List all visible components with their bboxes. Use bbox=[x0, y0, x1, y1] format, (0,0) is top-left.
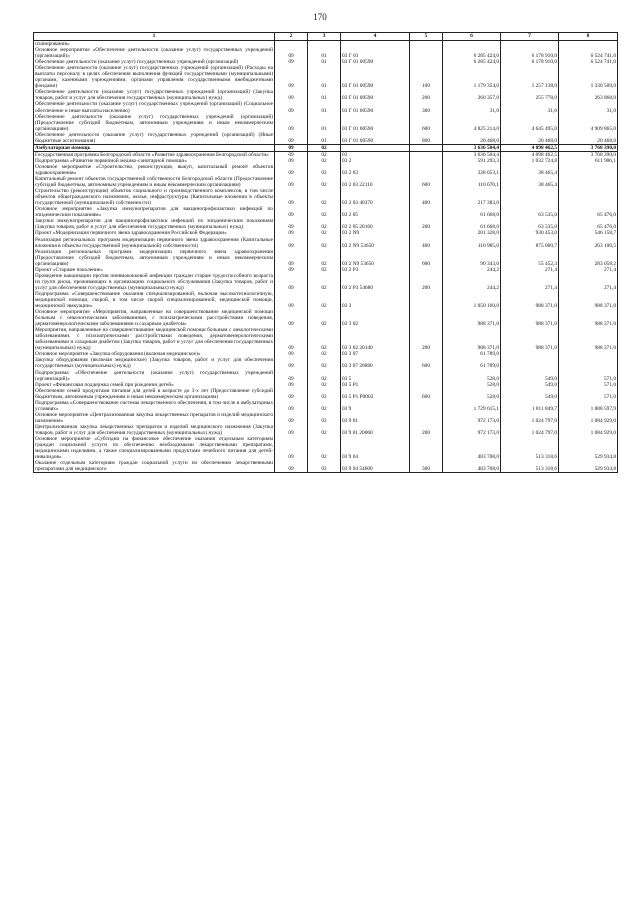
row-name: Обеспечение деятельности (оказание услуг) государственных учреждений (организаций) (Закупка товаров, работ и услуг для обеспечения государственных (муниципальных) нужд) bbox=[35, 89, 273, 102]
row-section: 09 bbox=[275, 230, 308, 236]
row-section: 09 bbox=[275, 132, 308, 145]
row-target-code: 03 9 bbox=[341, 400, 410, 412]
row-expense-type bbox=[410, 370, 443, 382]
row-name: Основное мероприятие «Закупка иммунопрепаратов для вакцинопрофилактики инфекций по эпидемическим показаниям» bbox=[35, 206, 273, 219]
header-cell: 1 bbox=[34, 33, 275, 41]
row-amount-year-1: 90 343,0 bbox=[443, 249, 501, 267]
row-subsection: 02 bbox=[308, 460, 341, 473]
row-target-code: 03 2 P3 54680 bbox=[341, 273, 410, 291]
row-amount-year-2: 6 178 910,0 bbox=[501, 47, 559, 59]
row-section: 09 bbox=[275, 351, 308, 357]
row-target-code: 03 Г 01 bbox=[341, 47, 410, 59]
header-cell: 5 bbox=[410, 33, 443, 41]
row-target-code: 03 3 02 20140 bbox=[341, 327, 410, 351]
row-subsection: 01 bbox=[308, 89, 341, 101]
header-cell: 8 bbox=[559, 33, 618, 41]
row-amount-year-1: 260 357,0 bbox=[443, 89, 501, 101]
table-row bbox=[34, 273, 618, 291]
row-section: 09 bbox=[275, 357, 308, 369]
row-amount-year-3 bbox=[559, 357, 618, 369]
row-amount-year-2: 1 257 138,0 bbox=[501, 65, 559, 89]
row-section: 09 bbox=[275, 424, 308, 436]
row-subsection: 01 bbox=[308, 59, 341, 65]
row-subsection: 02 bbox=[308, 291, 341, 309]
row-amount-year-2: 988 371,0 bbox=[501, 309, 559, 327]
row-amount-year-3: 263 868,0 bbox=[559, 89, 618, 101]
row-section: 09 bbox=[275, 151, 308, 158]
row-section: 09 bbox=[275, 309, 308, 327]
row-expense-type: 600 bbox=[410, 249, 443, 267]
row-name: Основное мероприятие «Централизованная закупка лекарственных препаратов и изделий медицинского назначения» bbox=[35, 411, 273, 424]
row-expense-type bbox=[410, 291, 443, 309]
row-target-code: 03 2 05 20160 bbox=[341, 218, 410, 230]
row-amount-year-1: 61 668,0 bbox=[443, 206, 501, 218]
row-amount-year-1: 591 293,3 bbox=[443, 158, 501, 164]
table-row bbox=[34, 249, 618, 267]
row-amount-year-2: 1 032 724,8 bbox=[501, 158, 559, 164]
row-amount-year-3: 283 058,2 bbox=[559, 249, 618, 267]
row-amount-year-1: 217 383,0 bbox=[443, 188, 501, 206]
row-amount-year-2: 549,0 bbox=[501, 388, 559, 400]
row-amount-year-3: 3 768 390,0 bbox=[559, 144, 618, 151]
row-amount-year-3: 31,0 bbox=[559, 101, 618, 113]
row-subsection: 02 bbox=[308, 400, 341, 412]
row-amount-year-3: 1 330 509,0 bbox=[559, 65, 618, 89]
row-expense-type: 400 bbox=[410, 237, 443, 249]
row-amount-year-1: 6 285 424,0 bbox=[443, 59, 501, 65]
row-target-code: 03 Г 01 00590 bbox=[341, 89, 410, 101]
row-name: Реализация региональных программ модернизации первичного звена здравоохранения (Капитальные вложения в объекты государственной (муниципальной) собственности) bbox=[35, 236, 273, 249]
row-subsection: 01 bbox=[308, 47, 341, 59]
row-subsection: 01 bbox=[308, 101, 341, 113]
row-amount-year-2: 1 811 849,7 bbox=[501, 400, 559, 412]
row-amount-year-2: 4 098 462,5 bbox=[501, 151, 559, 158]
row-section: 09 bbox=[275, 144, 308, 151]
row-subsection: 02 bbox=[308, 351, 341, 357]
row-amount-year-3: 263 100,5 bbox=[559, 237, 618, 249]
row-amount-year-1: 988 371,0 bbox=[443, 309, 501, 327]
row-amount-year-1: 61 789,0 bbox=[443, 357, 501, 369]
row-section: 09 bbox=[275, 382, 308, 388]
table-row bbox=[34, 65, 618, 89]
row-name: Обеспечение деятельности (оказание услуг) государственных учреждений (организаций) (Иные бюджетные ассигнования) bbox=[35, 131, 273, 144]
row-name: Закупки иммунопрепаратов для вакцинопрофилактики инфекций по эпидемическим показаниям (Закупка товаров, работ и услуг для обеспечения государственных (муниципальных) нужд) bbox=[35, 218, 273, 231]
row-amount-year-1: 528,0 bbox=[443, 388, 501, 400]
row-name: Основное мероприятие «Закупка оборудования (включая медицинское)» bbox=[34, 351, 275, 357]
row-amount-year-3: 546 158,7 bbox=[559, 230, 618, 236]
row-amount-year-3: 271,4 bbox=[559, 267, 618, 273]
row-section: 09 bbox=[275, 188, 308, 206]
row-target-code: 03 Г 01 00590 bbox=[341, 101, 410, 113]
row-subsection: 02 bbox=[308, 249, 341, 267]
row-amount-year-1: 1 729 615,1 bbox=[443, 400, 501, 412]
row-amount-year-1: 61 789,0 bbox=[443, 351, 501, 357]
row-amount-year-2: 63 535,0 bbox=[501, 218, 559, 230]
row-subsection: 02 bbox=[308, 357, 341, 369]
table-body bbox=[34, 41, 618, 473]
table-row bbox=[34, 164, 618, 176]
row-amount-year-1: 61 668,0 bbox=[443, 218, 501, 230]
row-amount-year-3: 1 888 597,9 bbox=[559, 400, 618, 412]
row-name: Обеспечение семей продуктами питания для детей в возрасте до 3-х лет (Предоставление субсидий бюджетным, автономным учреждениям и иным некоммерческим организациям) bbox=[35, 387, 273, 400]
row-name: Государственная программа Белгородской области «Развитие здравоохранения Белгородской области» bbox=[34, 151, 275, 158]
table-row bbox=[34, 327, 618, 351]
table-row bbox=[34, 237, 618, 249]
row-amount-year-2: 4 098 462,5 bbox=[501, 144, 559, 151]
row-amount-year-3: 988 371,0 bbox=[559, 327, 618, 351]
row-name: Основное мероприятие «Обеспечение деятельности (оказание услуг) государственных учреждений (организаций)» bbox=[35, 47, 273, 60]
row-amount-year-1: 528,0 bbox=[443, 382, 501, 388]
row-amount-year-3: 611 906,1 bbox=[559, 158, 618, 164]
row-amount-year-2: 513 318,6 bbox=[501, 436, 559, 460]
row-amount-year-1: 972 173,0 bbox=[443, 424, 501, 436]
row-target-code: 03 Г 01 00590 bbox=[341, 114, 410, 132]
row-section: 09 bbox=[275, 237, 308, 249]
row-name: Закупка оборудования (включая медицинское) (Закупка товаров, работ и услуг для обеспечения государственных (муниципальных) нужд) bbox=[35, 357, 273, 370]
row-amount-year-1: 110 985,0 bbox=[443, 237, 501, 249]
row-expense-type: 200 bbox=[410, 327, 443, 351]
row-amount-year-3: 3 768 390,0 bbox=[559, 151, 618, 158]
row-name: Оказание отдельным категориям граждан социальной услуги по обеспечению лекарственными препаратами для медицинского bbox=[35, 460, 273, 473]
row-subsection: 02 bbox=[308, 144, 341, 151]
table-row bbox=[34, 400, 618, 412]
row-amount-year-1: 3 636 504,4 bbox=[443, 144, 501, 151]
row-amount-year-2: 1 024 797,0 bbox=[501, 412, 559, 424]
header-cell: 7 bbox=[501, 33, 559, 41]
row-target-code: 03 5 P1 P0002 bbox=[341, 388, 410, 400]
row-target-code: 03 3 bbox=[341, 291, 410, 309]
page-number: 170 bbox=[313, 12, 327, 22]
row-amount-year-3: 6 524 741,0 bbox=[559, 59, 618, 65]
row-expense-type: 200 bbox=[410, 218, 443, 230]
row-name: Обеспечение деятельности (оказание услуг) государственных учреждений (организаций) (Предоставление субсидий бюджетным, автономным учреждениям и иным некоммерческим организациям) bbox=[35, 113, 273, 132]
table-row bbox=[34, 89, 618, 101]
row-name: Проведение вакцинации против пневмококковой инфекции граждан старше трудоспособного возраста из групп риска, проживающих в организациях социального обслуживания (Закупка товаров, работ и услуг для обеспечения государственных (муниципальных) нужд) bbox=[35, 272, 273, 291]
row-name: Обеспечение деятельности (оказание услуг) государственных учреждений (организаций) bbox=[34, 59, 275, 65]
row-expense-type bbox=[410, 309, 443, 327]
row-amount-year-2: 255 778,0 bbox=[501, 89, 559, 101]
row-expense-type: 200 bbox=[410, 89, 443, 101]
row-amount-year-3: 271,4 bbox=[559, 273, 618, 291]
row-subsection: 02 bbox=[308, 267, 341, 273]
row-name: Основное мероприятие «Субсидии на финансовое обеспечение оказания отдельным категориям граждан социальной услуги по обеспечению необходимыми лекарственными препаратами, медицинскими изделиями, а также специализированными продуктами лечебного питания для детей-инвалидов» bbox=[35, 436, 273, 461]
row-amount-year-3: 571,0 bbox=[559, 382, 618, 388]
table-row bbox=[34, 309, 618, 327]
row-amount-year-2: 930 453,0 bbox=[501, 230, 559, 236]
row-section: 09 bbox=[275, 327, 308, 351]
row-amount-year-1: 483 708,0 bbox=[443, 460, 501, 473]
row-expense-type bbox=[410, 436, 443, 460]
row-expense-type: 300 bbox=[410, 460, 443, 473]
row-amount-year-2: 988 371,0 bbox=[501, 291, 559, 309]
row-subsection: 02 bbox=[308, 176, 341, 188]
row-amount-year-2: 549,0 bbox=[501, 370, 559, 382]
row-amount-year-2: 271,4 bbox=[501, 273, 559, 291]
row-target-code: 03 3 07 bbox=[341, 351, 410, 357]
row-section: 09 bbox=[275, 400, 308, 412]
row-target-code: 03 2 N9 53650 bbox=[341, 237, 410, 249]
row-amount-year-1: 244,2 bbox=[443, 267, 501, 273]
row-subsection: 01 bbox=[308, 132, 341, 145]
table-row bbox=[34, 388, 618, 400]
row-target-code: 03 9 01 20060 bbox=[341, 424, 410, 436]
row-amount-year-3: 529 934,8 bbox=[559, 460, 618, 473]
row-target-code: 03 Г 01 00590 bbox=[341, 132, 410, 145]
row-subsection: 02 bbox=[308, 218, 341, 230]
table-row bbox=[34, 206, 618, 218]
row-subsection: 02 bbox=[308, 164, 341, 176]
row-amount-year-1: 244,2 bbox=[443, 273, 501, 291]
table-row bbox=[34, 176, 618, 188]
table-row bbox=[34, 188, 618, 206]
row-subsection: 02 bbox=[308, 382, 341, 388]
row-amount-year-3: 65 476,0 bbox=[559, 218, 618, 230]
row-expense-type bbox=[410, 47, 443, 59]
row-target-code: 03 9 04 54600 bbox=[341, 460, 410, 473]
row-expense-type: 800 bbox=[410, 132, 443, 145]
row-section: 09 bbox=[275, 158, 308, 164]
row-name: Подпрограмма «Совершенствование оказания специализированной, включая высокотехнологичную, медицинской помощи, скорой, в том числе скорой специализированной, медицинской помощи, медицинской эвакуации» bbox=[35, 290, 273, 310]
row-target-code bbox=[341, 144, 410, 151]
row-target-code: 03 Г 01 00590 bbox=[341, 59, 410, 65]
row-target-code: 03 5 P1 bbox=[341, 382, 410, 388]
row-name: Основное мероприятие «Мероприятия, направленные на совершенствование медицинской помощи больным с онкологическими заболеваниями, с психиатрическими расстройствами поведения, дерматовенерологическими заболеваниями и сахарным диабетом» bbox=[35, 309, 273, 328]
row-amount-year-1: 110 670,1 bbox=[443, 176, 501, 188]
row-subsection: 02 bbox=[308, 412, 341, 424]
row-expense-type: 600 bbox=[410, 114, 443, 132]
row-expense-type: 600 bbox=[410, 176, 443, 188]
row-section: 09 bbox=[275, 101, 308, 113]
row-amount-year-1: 31,0 bbox=[443, 101, 501, 113]
row-amount-year-3: 1 084 929,0 bbox=[559, 424, 618, 436]
row-amount-year-2: 988 371,0 bbox=[501, 327, 559, 351]
row-subsection: 02 bbox=[308, 188, 341, 206]
row-expense-type: 100 bbox=[410, 65, 443, 89]
row-subsection: 02 bbox=[308, 206, 341, 218]
row-target-code: 03 2 03 40370 bbox=[341, 188, 410, 206]
table-row bbox=[34, 218, 618, 230]
row-target-code: 03 9 04 bbox=[341, 436, 410, 460]
row-amount-year-3: 988 371,0 bbox=[559, 291, 618, 309]
row-section: 09 bbox=[275, 267, 308, 273]
row-target-code: 03 3 07 20880 bbox=[341, 357, 410, 369]
budget-table bbox=[33, 32, 618, 473]
row-amount-year-1: 328 053,1 bbox=[443, 164, 501, 176]
row-amount-year-1: 483 708,0 bbox=[443, 436, 501, 460]
table-row bbox=[34, 291, 618, 309]
row-amount-year-1: 3 636 504,4 bbox=[443, 151, 501, 158]
table-row bbox=[34, 424, 618, 436]
row-amount-year-2: 63 535,0 bbox=[501, 206, 559, 218]
row-amount-year-2: 549,0 bbox=[501, 382, 559, 388]
row-name: Основное мероприятие «Строительство, реконструкция, выкуп, капитальный ремонт объектов здравоохранения» bbox=[35, 163, 273, 176]
row-target-code: 03 9 01 bbox=[341, 412, 410, 424]
row-subsection: 02 bbox=[308, 388, 341, 400]
row-subsection: 02 bbox=[308, 230, 341, 236]
table-row bbox=[34, 436, 618, 460]
row-name: Амбулаторная помощь bbox=[34, 144, 275, 151]
row-subsection: 01 bbox=[308, 114, 341, 132]
row-name: Строительство (реконструкция) объектов социального и производственного комплексов, в том числе объектов общегражданского назначения, жилья, инфраструктуры (Капитальные вложения в объекты государственной (муниципальной) собственности) bbox=[35, 188, 273, 207]
row-section: 09 bbox=[275, 388, 308, 400]
row-section: 09 bbox=[275, 59, 308, 65]
table-row bbox=[34, 101, 618, 113]
row-expense-type bbox=[410, 206, 443, 218]
row-name: Подпрограмма «Развитие первичной медико-санитарной помощи» bbox=[34, 158, 275, 164]
row-subsection: 02 bbox=[308, 273, 341, 291]
row-subsection: 02 bbox=[308, 237, 341, 249]
row-subsection: 02 bbox=[308, 309, 341, 327]
row-section: 09 bbox=[275, 206, 308, 218]
row-amount-year-1: 1 179 354,0 bbox=[443, 65, 501, 89]
row-amount-year-2: 31,0 bbox=[501, 101, 559, 113]
row-expense-type: 600 bbox=[410, 357, 443, 369]
row-target-code: 03 2 bbox=[341, 158, 410, 164]
row-amount-year-1: 4 825 214,0 bbox=[443, 114, 501, 132]
row-section: 09 bbox=[275, 291, 308, 309]
row-subsection: 02 bbox=[308, 327, 341, 351]
row-target-code: 03 2 N9 bbox=[341, 230, 410, 236]
table-header-row bbox=[34, 33, 618, 41]
row-amount-year-2: 271,4 bbox=[501, 267, 559, 273]
row-target-code: 03 2 P3 bbox=[341, 267, 410, 273]
row-name: Обеспечение деятельности (оказание услуг) государственных учреждений (организаций) (Расходы на выплаты персоналу в целях обеспечения выполнения функций государственными (муниципальными) органами, казенными учреждениями, органами управления государственными внебюджетными фондами) bbox=[35, 65, 273, 90]
row-subsection: 02 bbox=[308, 158, 341, 164]
row-amount-year-2 bbox=[501, 357, 559, 369]
row-target-code: 03 2 03 22110 bbox=[341, 176, 410, 188]
row-subsection: 02 bbox=[308, 370, 341, 382]
row-amount-year-3 bbox=[559, 176, 618, 188]
row-expense-type: 200 bbox=[410, 273, 443, 291]
table-row bbox=[34, 357, 618, 369]
row-amount-year-1: 20 468,0 bbox=[443, 132, 501, 145]
row-amount-year-3: 65 476,0 bbox=[559, 206, 618, 218]
row-amount-year-1: 528,0 bbox=[443, 370, 501, 382]
row-amount-year-2: 38 465,4 bbox=[501, 176, 559, 188]
row-name: Реализация региональных программ модернизации первичного звена здравоохранения (Предоставление субсидий бюджетным, автономным учреждениям и иным некоммерческим организациям) bbox=[35, 248, 273, 267]
row-expense-type: 400 bbox=[410, 188, 443, 206]
row-expense-type: 600 bbox=[410, 388, 443, 400]
table-row bbox=[34, 47, 618, 59]
row-amount-year-2: 6 178 910,0 bbox=[501, 59, 559, 65]
row-target-code: 03 3 02 bbox=[341, 309, 410, 327]
row-section: 09 bbox=[275, 176, 308, 188]
row-target-code: 03 5 bbox=[341, 370, 410, 382]
row-subsection: 02 bbox=[308, 151, 341, 158]
row-expense-type bbox=[410, 164, 443, 176]
table-row bbox=[34, 370, 618, 382]
row-section: 09 bbox=[275, 65, 308, 89]
row-expense-type: 300 bbox=[410, 101, 443, 113]
row-section: 09 bbox=[275, 218, 308, 230]
row-name: Проект «Финансовая поддержка семей при рождении детей» bbox=[34, 382, 275, 388]
row-name: Проект «Модернизация первичного звена здравоохранения Российской Федерации» bbox=[34, 230, 275, 236]
row-amount-year-3: 571,0 bbox=[559, 388, 618, 400]
row-amount-year-2: 4 645 495,0 bbox=[501, 114, 559, 132]
row-amount-year-1: 201 328,0 bbox=[443, 230, 501, 236]
row-amount-year-3: 529 934,8 bbox=[559, 436, 618, 460]
row-section: 09 bbox=[275, 460, 308, 473]
row-name: Капитальный ремонт объектов государственной собственности Белгородской области (Предоставление субсидий бюджетным, автономным учреждениям и иным некоммерческим организациям) bbox=[35, 176, 273, 189]
row-section: 09 bbox=[275, 436, 308, 460]
row-amount-year-3: 20 468,0 bbox=[559, 132, 618, 145]
row-subsection: 02 bbox=[308, 436, 341, 460]
row-name: планирования» bbox=[34, 41, 275, 48]
row-subsection: 02 bbox=[308, 424, 341, 436]
header-cell: 4 bbox=[341, 33, 410, 41]
row-name: Подпрограмма «Совершенствование системы лекарственного обеспечения, в том числе в амбулаторных условиях» bbox=[35, 399, 273, 412]
table-row bbox=[34, 460, 618, 473]
row-section: 09 bbox=[275, 249, 308, 267]
header-cell: 3 bbox=[308, 33, 341, 41]
row-name: Мероприятия, направленные на совершенствование медицинской помощи больным с онкологическими заболеваниями, с психиатрическими расстройствами поведения, дерматовенерологическими заболеваниями и сахарным диабетом (Закупка товаров, работ и услуг для обеспечения государственных (муниципальных) нужд) bbox=[35, 327, 273, 352]
row-section: 09 bbox=[275, 273, 308, 291]
row-target-code: 03 2 N9 53650 bbox=[341, 249, 410, 267]
row-expense-type bbox=[410, 400, 443, 412]
row-amount-year-2: 875 000,7 bbox=[501, 237, 559, 249]
row-amount-year-2: 1 024 797,0 bbox=[501, 424, 559, 436]
row-subsection: 01 bbox=[308, 65, 341, 89]
table-row bbox=[34, 144, 618, 151]
row-amount-year-3 bbox=[559, 188, 618, 206]
row-name: Проект «Старшее поколение» bbox=[34, 267, 275, 273]
row-amount-year-2: 513 318,6 bbox=[501, 460, 559, 473]
row-section: 09 bbox=[275, 412, 308, 424]
row-amount-year-2: 38 465,4 bbox=[501, 164, 559, 176]
row-amount-year-2: 20 468,0 bbox=[501, 132, 559, 145]
row-name: Обеспечение деятельности (оказание услуг) государственных учреждений (организаций) (Социальное обеспечение и иные выплаты населению) bbox=[35, 101, 273, 114]
row-amount-year-2: 55 452,3 bbox=[501, 249, 559, 267]
row-amount-year-3: 4 909 865,0 bbox=[559, 114, 618, 132]
row-amount-year-1: 1 050 160,0 bbox=[443, 291, 501, 309]
table-row bbox=[34, 132, 618, 145]
row-section: 09 bbox=[275, 114, 308, 132]
row-name: Подпрограмма «Обеспечение деятельности (оказание услуг) государственных учреждений (организаций)» bbox=[35, 369, 273, 382]
row-section: 09 bbox=[275, 370, 308, 382]
row-amount-year-1: 6 285 424,0 bbox=[443, 47, 501, 59]
row-name: Централизованная закупка лекарственных препаратов и изделий медицинского назначения (Закупка товаров, работ и услуг для обеспечения государственных (муниципальных) нужд) bbox=[35, 423, 273, 436]
header-cell: 2 bbox=[275, 33, 308, 41]
row-amount-year-1: 972 173,0 bbox=[443, 412, 501, 424]
row-section: 09 bbox=[275, 47, 308, 59]
row-expense-type bbox=[410, 144, 443, 151]
row-amount-year-1: 988 371,0 bbox=[443, 327, 501, 351]
row-amount-year-3: 571,0 bbox=[559, 370, 618, 382]
row-amount-year-3: 1 084 929,0 bbox=[559, 412, 618, 424]
row-amount-year-3 bbox=[559, 164, 618, 176]
table-row bbox=[34, 412, 618, 424]
header-cell: 6 bbox=[443, 33, 501, 41]
row-amount-year-3: 6 524 741,0 bbox=[559, 47, 618, 59]
row-target-code: 03 Г 01 00590 bbox=[341, 65, 410, 89]
row-expense-type bbox=[410, 412, 443, 424]
row-section: 09 bbox=[275, 164, 308, 176]
row-amount-year-2 bbox=[501, 188, 559, 206]
row-section: 09 bbox=[275, 89, 308, 101]
row-target-code: 03 2 05 bbox=[341, 206, 410, 218]
table-row bbox=[34, 114, 618, 132]
row-target-code: 03 bbox=[341, 151, 410, 158]
row-amount-year-3: 988 371,0 bbox=[559, 309, 618, 327]
row-expense-type: 200 bbox=[410, 424, 443, 436]
row-target-code: 03 2 03 bbox=[341, 164, 410, 176]
